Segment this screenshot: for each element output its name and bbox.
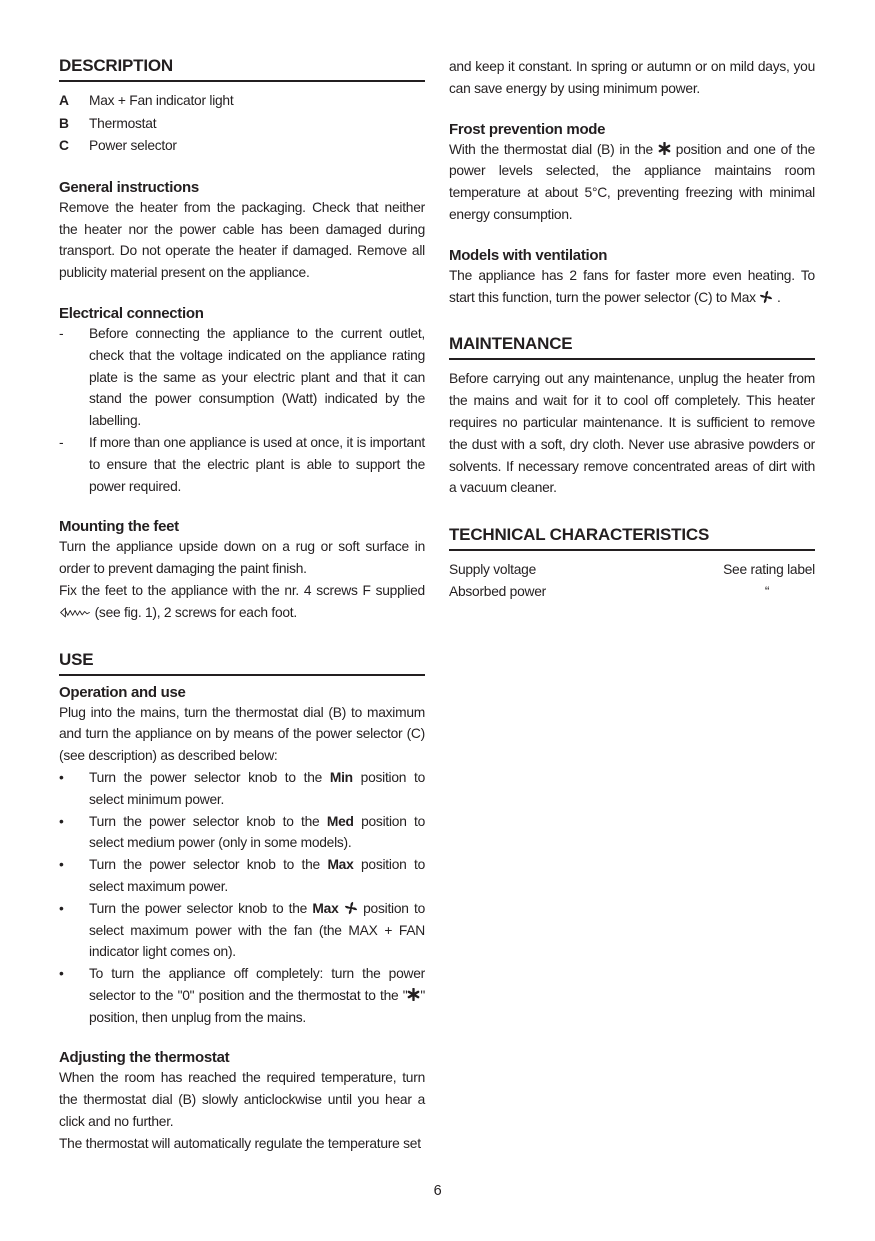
bullet-item — [59, 898, 425, 963]
mounting-feet-para1: Turn the appliance upside down on a rug or soft surface in order to prevent damaging the paint finish. — [59, 539, 425, 577]
subheading-electrical-connection: Electrical connection — [59, 304, 204, 322]
list-item — [59, 323, 425, 432]
subheading-frost-prevention: Frost prevention mode — [449, 120, 606, 138]
snowflake-icon — [407, 988, 420, 1001]
section-heading-maintenance: MAINTENANCE — [449, 334, 815, 360]
description-item — [59, 90, 425, 113]
page-number: 6 — [433, 1183, 442, 1199]
list-item-text: Before connecting the appliance to the current outlet, check that the voltage indicated on the appliance rating plate is the same as your electric plant and that it can stand the power consumption (Watt) indicated by the labelling. — [89, 325, 425, 429]
operation-intro: Plug into the mains, turn the thermostat dial (B) to maximum and turn the appliance on by means of the power selector (C) (see description) as described below: — [59, 704, 425, 764]
bullet-item-text: Turn the power selector knob to the Max position to select maximum power with the fan (the MAX + FAN indicator light comes on). — [89, 900, 425, 960]
fan-icon — [759, 290, 773, 304]
list-item-text: If more than one appliance is used at once, it is important to ensure that the electric plant is able to support the power required. — [89, 434, 425, 494]
maintenance-body: Before carrying out any maintenance, unplug the heater from the mains and wait for it to cool off completely. This heater requires no particular maintenance. It is sufficient to remove the dust with a soft, dry cloth. Never use abrasive powders or solvents. If necessary remove concentrated areas of dirt with a vacuum cleaner. — [449, 371, 815, 496]
dash-marker: - — [59, 325, 64, 341]
item-label: Max + Fan indicator light — [89, 93, 234, 108]
item-key: C — [59, 138, 69, 154]
ventilation-body: The appliance has 2 fans for faster more even heating. To start this function, turn the power selector (C) to Max . — [449, 267, 815, 305]
adjusting-thermostat-para2: The thermostat will automatically regulate the temperature set — [59, 1135, 421, 1151]
bullet-item-text: To turn the appliance off completely: turn the power selector to the "0" position and the thermostat to the " " position, then unplug from the mains. — [89, 966, 425, 1025]
dash-marker: - — [59, 434, 64, 450]
bullet-marker: • — [59, 966, 64, 982]
subheading-mounting-the-feet: Mounting the feet — [59, 518, 179, 536]
bullet-item-text: Turn the power selector knob to the Max position to select maximum power. — [89, 857, 425, 894]
tech-value: See rating label — [723, 562, 815, 578]
frost-prevention-body: With the thermostat dial (B) in the position and one of the power levels selected, the appliance maintains room temperature at about 5°C, preventing freezing with minimal energy consumption. — [449, 141, 815, 222]
section-heading-description: DESCRIPTION — [59, 56, 425, 82]
right-column — [449, 56, 815, 1155]
technical-row — [449, 581, 815, 603]
section-heading-use: USE — [59, 650, 425, 676]
tech-label: Supply voltage — [449, 562, 537, 578]
electrical-connection-list — [59, 323, 425, 497]
operation-bullet-list — [59, 767, 425, 1029]
item-label: Thermostat — [89, 115, 157, 131]
subheading-general-instructions: General instructions — [59, 178, 199, 196]
technical-row — [449, 559, 815, 581]
left-column — [59, 56, 425, 1155]
bullet-item-text: Turn the power selector knob to the Min position to select minimum power. — [89, 769, 426, 807]
item-key: B — [59, 115, 69, 131]
bullet-item — [59, 811, 425, 855]
subheading-adjusting-thermostat: Adjusting the thermostat — [59, 1049, 230, 1067]
bullet-marker: • — [59, 857, 64, 873]
fan-icon — [344, 901, 358, 915]
list-item — [59, 432, 425, 497]
item-key: A — [59, 93, 69, 108]
item-label: Power selector — [89, 138, 177, 154]
snowflake-icon — [658, 142, 671, 155]
technical-table — [449, 559, 815, 603]
bullet-marker: • — [59, 813, 64, 829]
bullet-item — [59, 767, 425, 811]
description-list — [59, 90, 425, 158]
bullet-marker: • — [59, 900, 64, 916]
adjusting-thermostat-para1: When the room has reached the required temperature, turn the thermostat dial (B) slowly anticlockwise until you hear a click and no further. — [59, 1070, 425, 1130]
description-item — [59, 113, 425, 136]
description-item — [59, 135, 425, 158]
tech-value-ditto: “ — [764, 583, 770, 599]
bullet-item — [59, 963, 425, 1028]
general-instructions-body: Remove the heater from the packaging. Check that neither the heater nor the power cable has been damaged during transport. Do not operate the heater if damaged. Remove all publicity material present on the appliance. — [59, 199, 425, 281]
continuation-paragraph: and keep it constant. In spring or autumn or on mild days, you can save energy by using minimum power. — [449, 59, 815, 96]
section-heading-technical-characteristics: TECHNICAL CHARACTERISTICS — [449, 525, 815, 551]
screw-icon — [59, 606, 91, 619]
bullet-item-text: Turn the power selector knob to the Med position to select medium power (only in some models). — [89, 813, 425, 851]
mounting-feet-para2: Fix the feet to the appliance with the nr. 4 screws F supplied (see fig. 1), 2 screws for each foot. — [59, 582, 425, 620]
tech-label: Absorbed power — [449, 583, 546, 599]
bullet-item — [59, 854, 425, 898]
subheading-operation-and-use: Operation and use — [59, 683, 186, 701]
bullet-marker: • — [59, 769, 64, 785]
subheading-models-with-ventilation: Models with ventilation — [449, 246, 608, 264]
